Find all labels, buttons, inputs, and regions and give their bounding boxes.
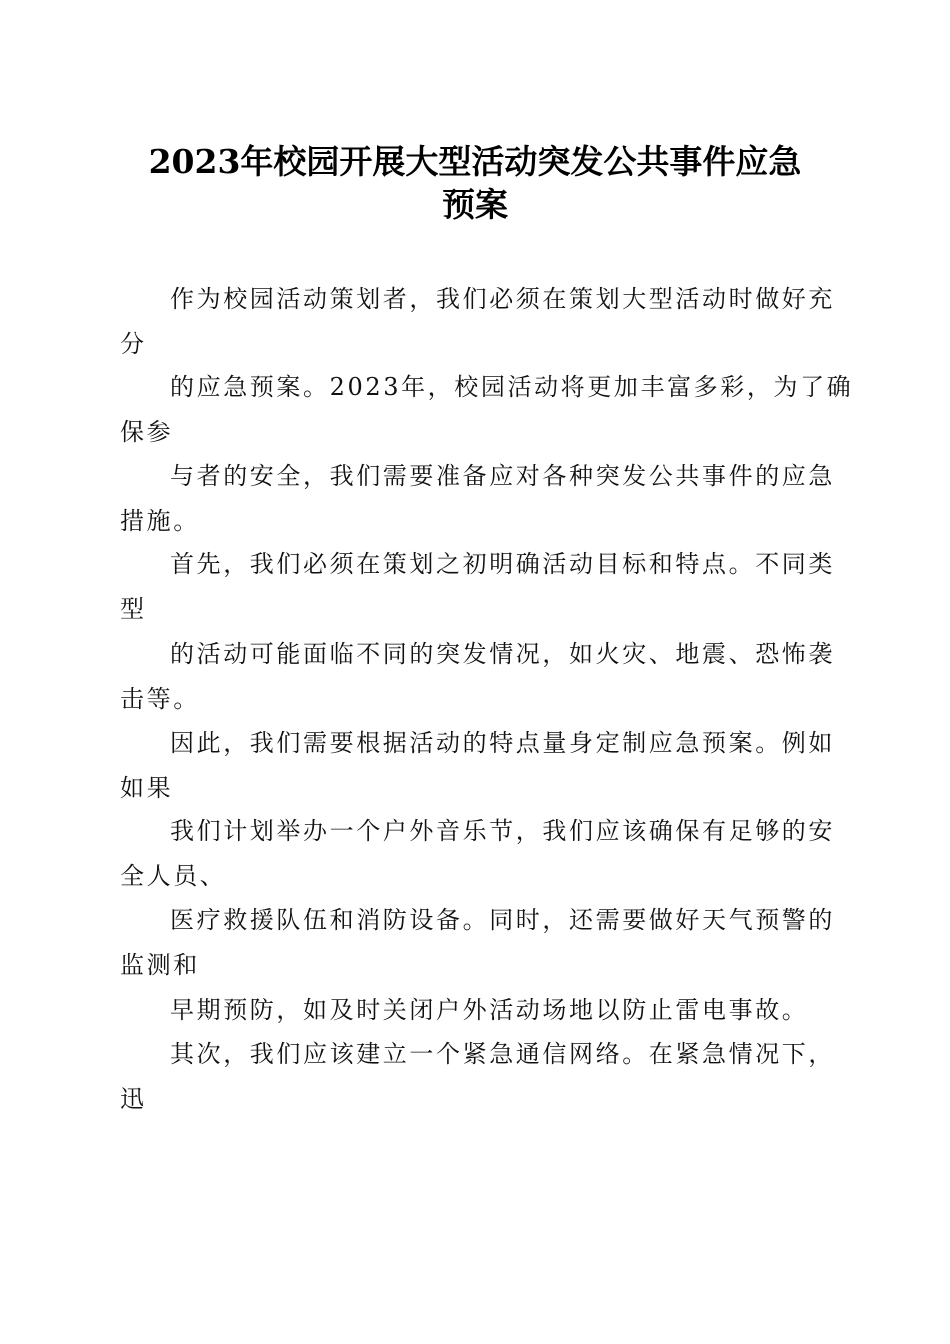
paragraph-line: 监测和 bbox=[120, 951, 200, 979]
paragraph-line: 因此，我们需要根据活动的特点量身定制应急预案。例如 bbox=[170, 729, 835, 757]
paragraph-line: 的应急预案。2023年，校园活动将更加丰富多彩，为了确 bbox=[170, 373, 854, 401]
paragraph-line: 迅 bbox=[120, 1085, 147, 1113]
paragraph-line: 保参 bbox=[120, 418, 174, 446]
paragraph-line: 我们计划举办一个户外音乐节，我们应该确保有足够的安 bbox=[170, 817, 835, 845]
paragraph-line: 的活动可能面临不同的突发情况，如火灾、地震、恐怖袭 bbox=[170, 640, 835, 668]
paragraph-line: 分 bbox=[120, 330, 147, 358]
paragraph-line: 如果 bbox=[120, 774, 174, 802]
document-title-line-2: 预案 bbox=[442, 185, 508, 224]
paragraph-line: 击等。 bbox=[120, 685, 200, 713]
paragraph-line: 作为校园活动策划者，我们必须在策划大型活动时做好充 bbox=[170, 285, 835, 313]
paragraph-line: 早期预防，如及时关闭户外活动场地以防止雷电事故。 bbox=[170, 996, 809, 1024]
paragraph-line: 型 bbox=[120, 595, 147, 623]
paragraph-line: 全人员、 bbox=[120, 862, 227, 890]
paragraph-line: 措施。 bbox=[120, 507, 200, 535]
paragraph-line: 与者的安全，我们需要准备应对各种突发公共事件的应急 bbox=[170, 462, 835, 490]
paragraph-line: 医疗救援队伍和消防设备。同时，还需要做好天气预警的 bbox=[170, 906, 835, 934]
paragraph-line: 其次，我们应该建立一个紧急通信网络。在紧急情况下， bbox=[170, 1040, 835, 1068]
paragraph-line: 首先，我们必须在策划之初明确活动目标和特点。不同类 bbox=[170, 550, 835, 578]
document-title-line-1: 2023年校园开展大型活动突发公共事件应急 bbox=[148, 142, 802, 181]
